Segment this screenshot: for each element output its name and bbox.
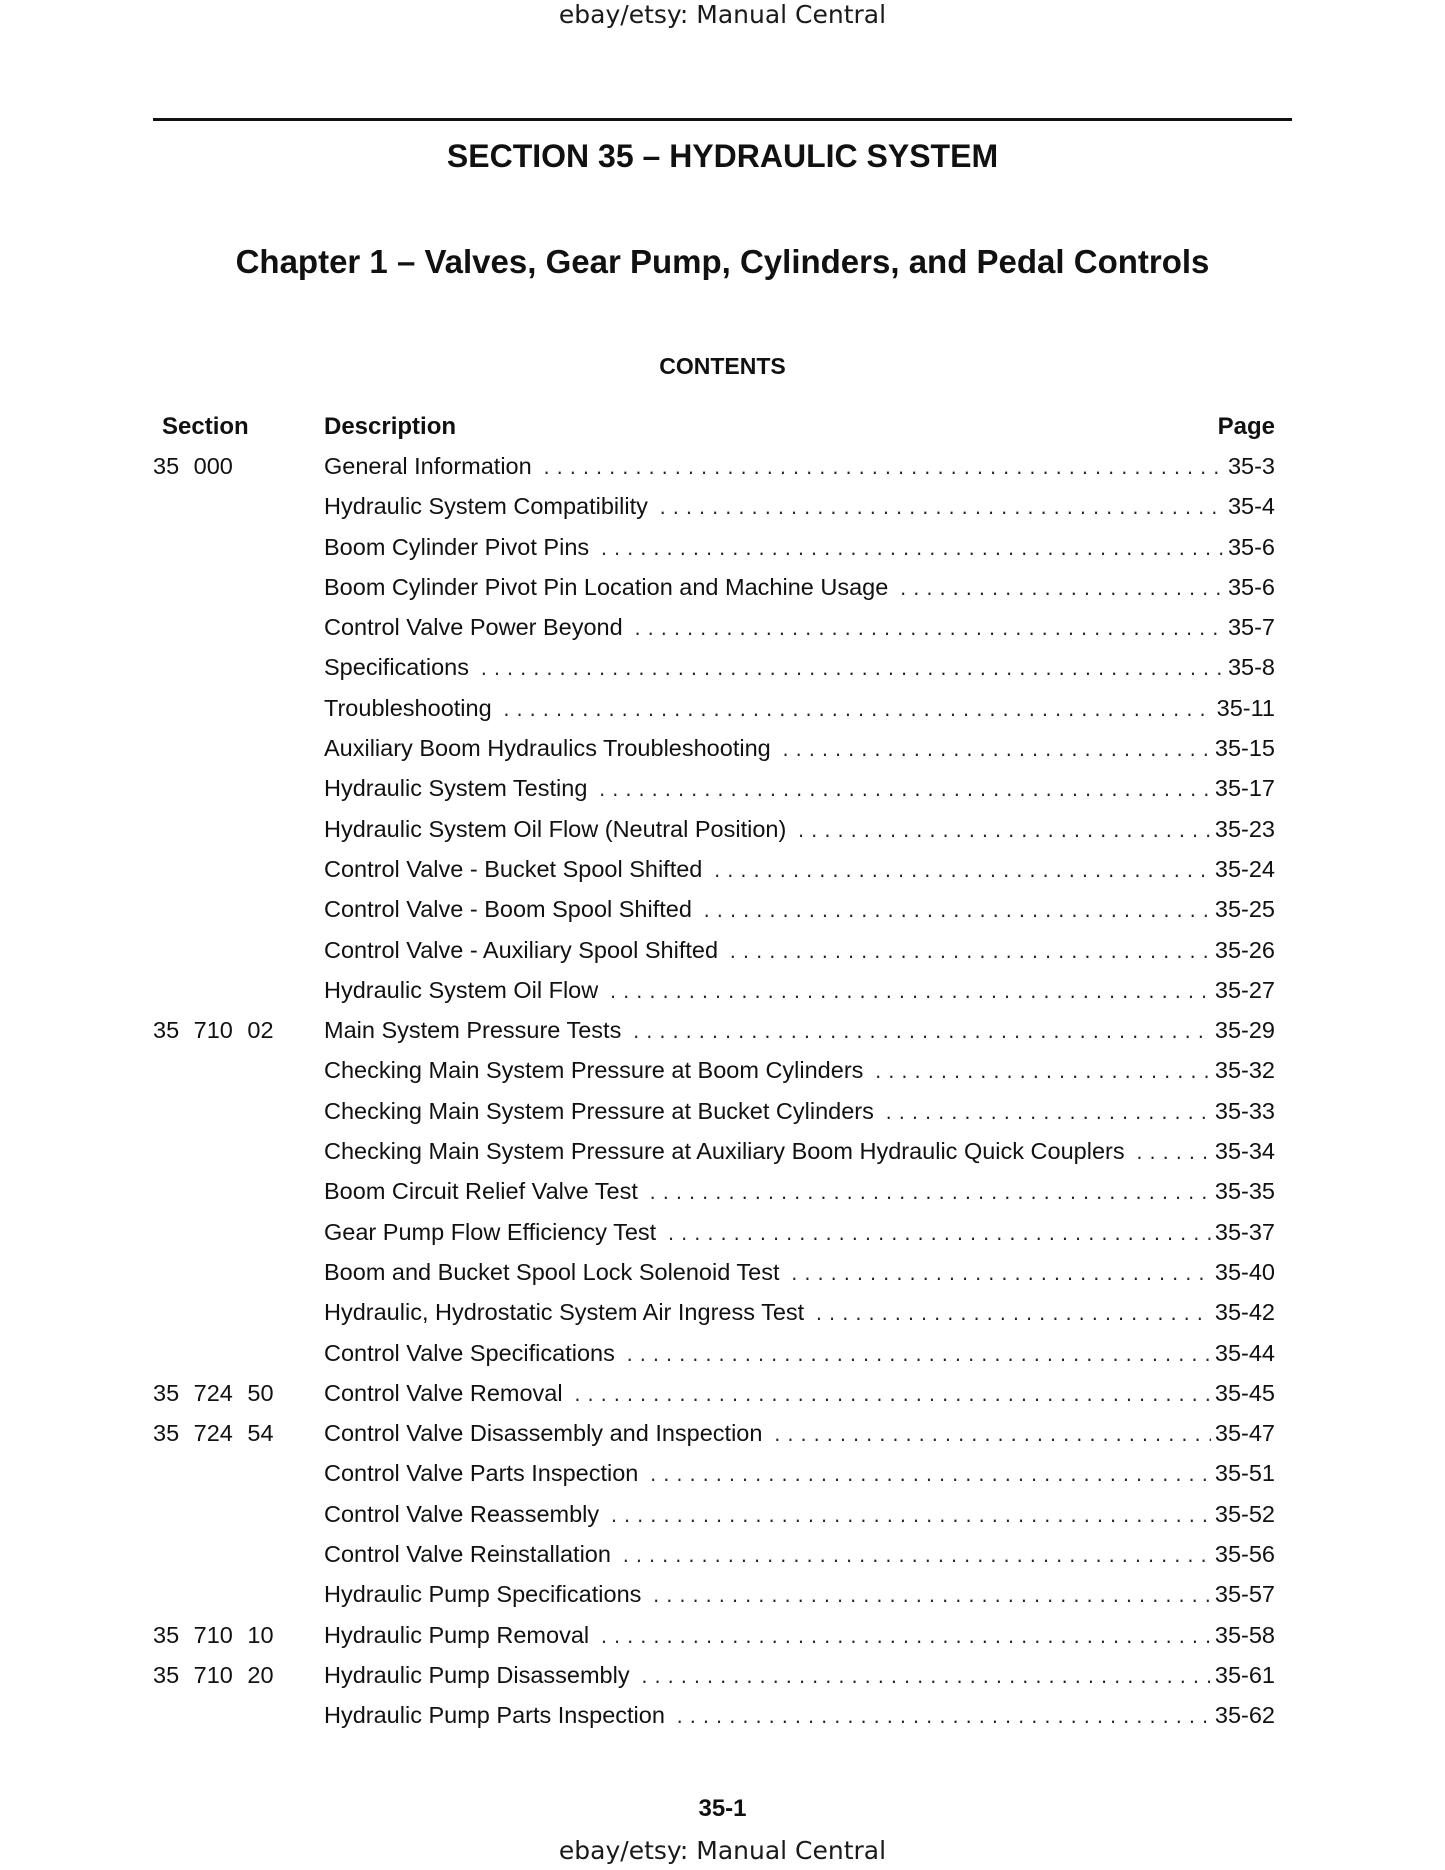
toc-section-code: 35 710 10 [153, 1621, 274, 1648]
toc-description: Hydraulic, Hydrostatic System Air Ingress Test [324, 1299, 805, 1326]
toc-row [153, 813, 1275, 853]
dot-leader [633, 614, 1224, 646]
page-number: 35-1 [698, 1795, 747, 1822]
dot-leader [728, 937, 1211, 969]
toc-description: Control Valve - Boom Spool Shifted [324, 896, 692, 923]
toc-entry [324, 1054, 1275, 1089]
dot-leader [631, 1017, 1211, 1049]
dot-leader [502, 695, 1213, 727]
dot-leader [666, 1219, 1211, 1251]
toc-description: Specifications [324, 654, 469, 681]
watermark-bottom: ebay/etsy: Manual Central [558, 1836, 887, 1865]
toc-page-number: 35-45 [1214, 1379, 1275, 1406]
toc-row [153, 853, 1275, 893]
dot-leader [542, 453, 1224, 485]
dot-leader [609, 1501, 1211, 1533]
toc-entry [324, 1619, 1275, 1654]
dot-leader [675, 1702, 1211, 1734]
toc-page-number: 35-33 [1214, 1097, 1275, 1124]
toc-page-number: 35-7 [1227, 614, 1275, 641]
toc-description: Boom Circuit Relief Valve Test [324, 1178, 638, 1205]
toc-row [153, 1054, 1275, 1094]
chapter-title: Chapter 1 – Valves, Gear Pump, Cylinders, and Pedal Controls [235, 243, 1210, 280]
toc-page-number: 35-27 [1214, 976, 1275, 1003]
toc-page-number: 35-6 [1227, 533, 1275, 560]
toc-row [153, 1175, 1275, 1215]
toc-entry [324, 1175, 1275, 1210]
toc-row [153, 1619, 1275, 1659]
toc-entry [324, 1699, 1275, 1734]
toc-description: Boom Cylinder Pivot Pin Location and Machine Usage [324, 573, 889, 600]
toc-entry [324, 1014, 1275, 1049]
toc-description: Control Valve - Bucket Spool Shifted [324, 855, 703, 882]
toc-row [153, 1256, 1275, 1296]
toc-row [153, 490, 1275, 530]
toc-description: Control Valve - Auxiliary Spool Shifted [324, 936, 719, 963]
toc-description: Hydraulic System Compatibility [324, 493, 648, 520]
dot-leader [658, 493, 1224, 525]
toc-page-number: 35-51 [1214, 1460, 1275, 1487]
toc-description: Checking Main System Pressure at Boom Cylinders [324, 1057, 864, 1084]
toc-row [153, 1498, 1275, 1538]
toc-page-number: 35-52 [1214, 1500, 1275, 1527]
dot-leader [898, 574, 1224, 606]
toc-row [153, 1538, 1275, 1578]
dot-leader [479, 654, 1224, 686]
toc-entry [324, 772, 1275, 807]
toc-section-code: 35 724 54 [153, 1420, 274, 1447]
toc-row [153, 1296, 1275, 1336]
toc-description: Control Valve Specifications [324, 1339, 615, 1366]
toc-page-number: 35-8 [1227, 654, 1275, 681]
toc-entry [324, 1095, 1275, 1130]
toc-row [153, 772, 1275, 812]
toc-page-number: 35-26 [1214, 936, 1275, 963]
toc-entry [324, 1417, 1275, 1452]
dot-leader [648, 1178, 1211, 1210]
toc-row [153, 974, 1275, 1014]
toc-description: General Information [324, 453, 532, 479]
contents-heading: CONTENTS [659, 353, 786, 379]
toc-description: Gear Pump Flow Efficiency Test [324, 1218, 657, 1245]
toc-description: Boom Cylinder Pivot Pins [324, 533, 590, 560]
toc-description: Troubleshooting [324, 694, 492, 721]
dot-leader [781, 735, 1211, 767]
toc-description: Hydraulic Pump Specifications [324, 1581, 642, 1608]
toc-page-number: 35-34 [1214, 1138, 1275, 1165]
toc-description: Control Valve Parts Inspection [324, 1460, 639, 1487]
toc-entry [324, 490, 1275, 525]
toc-row [153, 450, 1275, 490]
toc-entry [324, 893, 1275, 928]
toc-entry [324, 1296, 1275, 1331]
toc-row [153, 1578, 1275, 1618]
watermark-top: ebay/etsy: Manual Central [558, 0, 887, 29]
toc-entry [324, 531, 1275, 566]
toc-row [153, 571, 1275, 611]
toc-page-number: 35-24 [1214, 855, 1275, 882]
toc-row [153, 1457, 1275, 1497]
toc-description: Control Valve Reinstallation [324, 1541, 611, 1568]
toc-description: Control Valve Removal [324, 1379, 563, 1406]
toc-entry [324, 1659, 1275, 1694]
toc-page-number: 35-4 [1227, 493, 1275, 520]
toc-entry [324, 974, 1275, 1009]
toc-entry [324, 571, 1275, 606]
toc-entry [324, 1538, 1275, 1573]
toc-row [153, 893, 1275, 933]
toc-page-number: 35-29 [1214, 1017, 1275, 1044]
toc-entry [324, 732, 1275, 767]
dot-leader [873, 1057, 1210, 1089]
toc-description: Boom and Bucket Spool Lock Solenoid Test [324, 1258, 780, 1285]
toc-row [153, 611, 1275, 651]
toc-row [153, 1417, 1275, 1457]
toc-page-number: 35-47 [1214, 1420, 1275, 1447]
section-title: SECTION 35 – HYDRAULIC SYSTEM [446, 138, 999, 174]
toc-entry [324, 1578, 1275, 1613]
toc-description: Hydraulic Pump Parts Inspection [324, 1702, 665, 1729]
toc-page-number: 35-15 [1214, 735, 1275, 762]
toc-entry [324, 611, 1275, 646]
column-header-page: Page [1217, 413, 1275, 440]
dot-leader [608, 977, 1211, 1009]
toc-page-number: 35-61 [1214, 1661, 1275, 1688]
toc-page-number: 35-32 [1214, 1057, 1275, 1084]
column-header-description: Description [324, 413, 457, 440]
toc-page-number: 35-23 [1214, 815, 1275, 842]
toc-description: Main System Pressure Tests [324, 1017, 622, 1044]
toc-page-number: 35-11 [1216, 694, 1275, 721]
toc-page-number: 35-62 [1214, 1702, 1275, 1729]
dot-leader [884, 1098, 1211, 1130]
toc-row [153, 1659, 1275, 1699]
toc-entry [324, 1337, 1275, 1372]
toc-entry [324, 1135, 1275, 1170]
dot-leader [573, 1380, 1211, 1412]
toc-row [153, 1095, 1275, 1135]
column-header-section: Section [162, 413, 249, 440]
dot-leader [712, 856, 1211, 888]
toc-row [153, 531, 1275, 571]
dot-leader [621, 1541, 1211, 1573]
toc-page-number: 35-40 [1214, 1258, 1275, 1285]
toc-description: Auxiliary Boom Hydraulics Troubleshooting [324, 735, 771, 762]
toc-entry [324, 934, 1275, 969]
toc-entry [324, 1216, 1275, 1251]
toc-description: Hydraulic Pump Disassembly [324, 1661, 630, 1688]
dot-leader [1135, 1138, 1211, 1170]
toc-description: Hydraulic System Testing [324, 775, 588, 802]
toc-description: Checking Main System Pressure at Bucket Cylinders [324, 1097, 874, 1124]
toc-section-code: 35 710 02 [153, 1017, 274, 1044]
toc-page-number: 35-6 [1227, 573, 1275, 600]
toc-row [153, 1699, 1275, 1739]
toc-row [153, 1014, 1275, 1054]
toc-entry [324, 1457, 1275, 1492]
dot-leader [772, 1420, 1210, 1452]
toc-entry [324, 692, 1275, 727]
toc-page-number: 35-35 [1214, 1178, 1275, 1205]
dot-leader [599, 1622, 1211, 1654]
dot-leader [625, 1340, 1211, 1372]
toc-description: Control Valve Power Beyond [324, 614, 623, 641]
dot-leader [599, 534, 1224, 566]
toc-description: Hydraulic System Oil Flow [324, 976, 599, 1003]
dot-leader [651, 1581, 1211, 1613]
toc-entry [324, 1377, 1275, 1412]
toc-entry [324, 1498, 1275, 1533]
dot-leader [796, 816, 1211, 848]
toc-page-number: 35-3 [1227, 453, 1275, 479]
toc-row [153, 1135, 1275, 1175]
toc-row [153, 1377, 1275, 1417]
toc-page-number: 35-42 [1214, 1299, 1275, 1326]
toc-page-number: 35-17 [1214, 775, 1275, 802]
toc-row [153, 651, 1275, 691]
toc-entry [324, 1256, 1275, 1291]
toc-row [153, 1337, 1275, 1377]
toc-page-number: 35-25 [1214, 896, 1275, 923]
toc-description: Control Valve Reassembly [324, 1500, 600, 1527]
dot-leader [814, 1299, 1211, 1331]
toc-entry [324, 853, 1275, 888]
header-rule [153, 118, 1292, 121]
toc-page-number: 35-57 [1214, 1581, 1275, 1608]
toc-page-number: 35-56 [1214, 1541, 1275, 1568]
toc-row [153, 1216, 1275, 1256]
dot-leader [597, 775, 1211, 807]
toc-description: Control Valve Disassembly and Inspection [324, 1420, 763, 1447]
toc-entry [324, 450, 1275, 485]
dot-leader [648, 1460, 1211, 1492]
toc-page-number: 35-37 [1214, 1218, 1275, 1245]
toc-row [153, 732, 1275, 772]
dot-leader [702, 896, 1211, 928]
toc-section-code: 35 724 50 [153, 1379, 274, 1406]
toc-description: Hydraulic Pump Removal [324, 1621, 590, 1648]
toc-entry [324, 651, 1275, 686]
toc-page-number: 35-44 [1214, 1339, 1275, 1366]
dot-leader [640, 1662, 1211, 1694]
dot-leader [790, 1259, 1211, 1291]
toc-section-code: 35 710 20 [153, 1661, 274, 1688]
toc-section-code: 35 000 [153, 453, 233, 479]
toc-description: Hydraulic System Oil Flow (Neutral Position) [324, 815, 787, 842]
toc-entry [324, 813, 1275, 848]
toc-description: Checking Main System Pressure at Auxiliary Boom Hydraulic Quick Couplers [324, 1138, 1125, 1165]
table-of-contents [153, 450, 1275, 1740]
toc-row [153, 692, 1275, 732]
toc-row [153, 934, 1275, 974]
toc-page-number: 35-58 [1214, 1621, 1275, 1648]
